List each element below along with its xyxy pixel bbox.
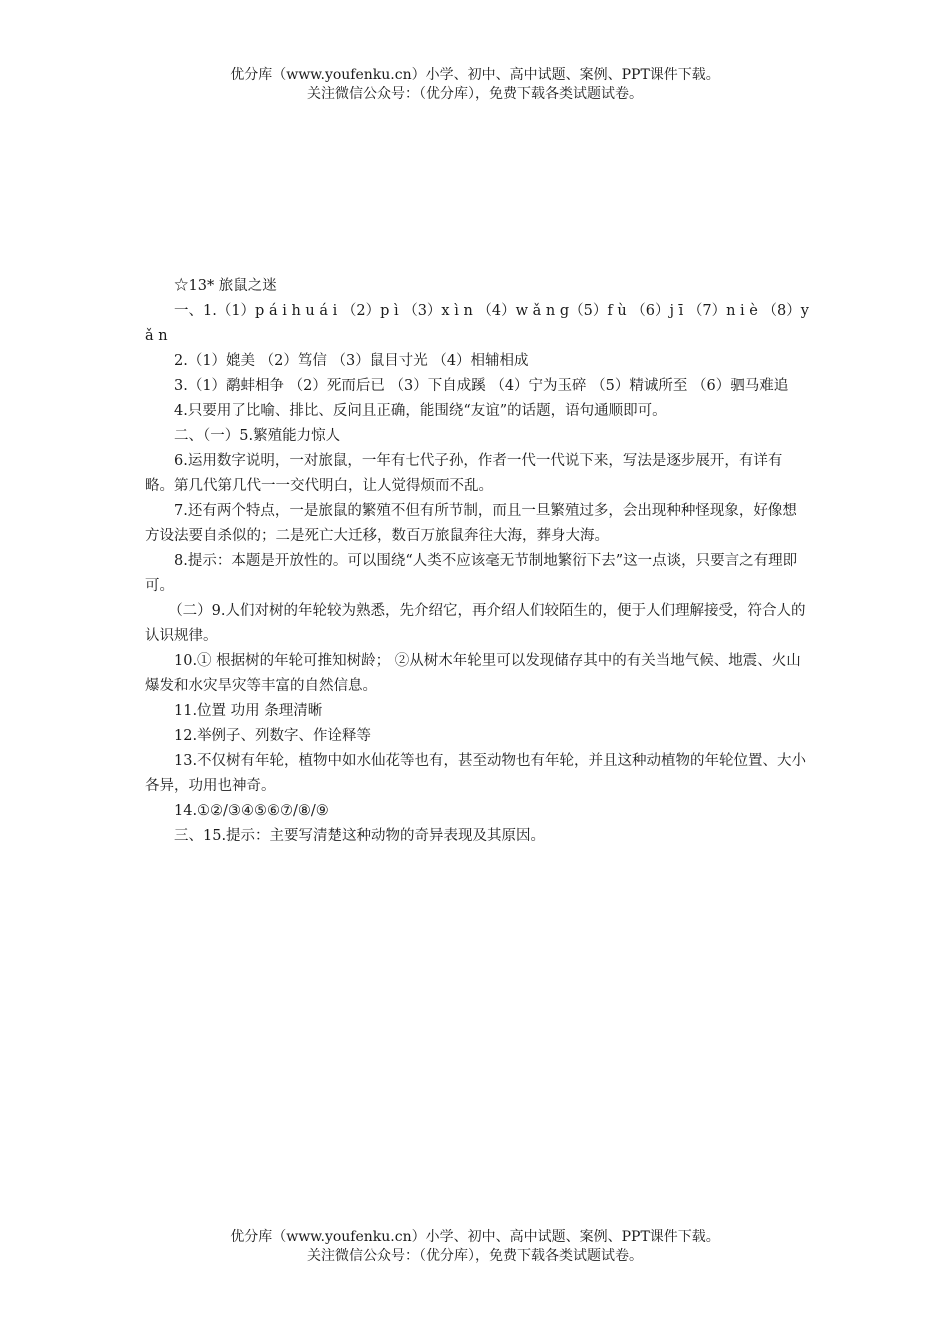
- answer-paragraph-4: 4.只要用了比喻、排比、反问且正确，能围绕“友谊”的话题，语句通顺即可。: [174, 403, 667, 419]
- footer-line-1: 优分库（www.youfenku.cn）小学、初中、高中试题、案例、PPT课件下载。: [230, 1229, 720, 1245]
- answer-paragraph-15: 三、15.提示：主要写清楚这种动物的奇异表现及其原因。: [174, 828, 546, 844]
- answer-paragraph-8: 8.提示：本题是开放性的。可以围绕“人类不应该毫无节制地繁衍下去”这一点谈，只要言之有理即可。: [145, 553, 798, 594]
- header-line-2: 关注微信公众号：（优分库），免费下载各类试题试卷。: [307, 86, 643, 102]
- answer-paragraph-2: 2.（1）媲美 （2）笃信 （3）鼠目寸光 （4）相辅相成: [174, 353, 529, 369]
- answer-paragraph-9: （二）9.人们对树的年轮较为熟悉，先介绍它，再介绍人们较陌生的，便于人们理解接受，符合人的认识规律。: [145, 603, 806, 644]
- answer-paragraph-3: 3.（1）鹬蚌相争 （2）死而后已 （3）下自成蹊 （4）宁为玉碎 （5）精诚所至 （6）驷马难追: [174, 378, 789, 394]
- answer-paragraph-10: 10.① 根据树的年轮可推知树龄； ②从树木年轮里可以发现储存其中的有关当地气候、地震、火山爆发和水灾旱灾等丰富的自然信息。: [145, 653, 801, 694]
- answer-paragraph-7: 7.还有两个特点，一是旅鼠的繁殖不但有所节制，而且一旦繁殖过多，会出现种种怪现象，好像想方设法要自杀似的；二是死亡大迁移，数百万旅鼠奔往大海，葬身大海。: [145, 503, 797, 544]
- footer-line-2: 关注微信公众号：（优分库），免费下载各类试题试卷。: [307, 1248, 643, 1264]
- answer-paragraph-12: 12.举例子、列数字、作诠释等: [174, 728, 372, 744]
- page-footer: [0, 1228, 950, 1266]
- page-header: [0, 66, 950, 104]
- answer-paragraph-6: 6.运用数字说明，一对旅鼠，一年有七代子孙，作者一代一代说下来，写法是逐步展开，有详有略。第几代第几代一一交代明白，让人觉得烦而不乱。: [145, 453, 783, 494]
- answer-content: [145, 274, 809, 849]
- header-line-1: 优分库（www.youfenku.cn）小学、初中、高中试题、案例、PPT课件下载。: [230, 67, 720, 83]
- answer-paragraph-11: 11.位置 功用 条理清晰: [174, 703, 323, 719]
- answer-paragraph-1: 一、1.（1）p á i h u á i （2）p ì （3）x ì n （4）w ǎ n g（5）f ù （6）j ī （7）n i è （8）y ǎ n: [145, 303, 809, 344]
- section-title: ☆13* 旅鼠之迷: [174, 278, 277, 294]
- answer-paragraph-5: 二、（一）5.繁殖能力惊人: [174, 428, 341, 444]
- answer-paragraph-14: 14.①②/③④⑤⑥⑦/⑧/⑨: [174, 803, 329, 819]
- answer-paragraph-13: 13.不仅树有年轮，植物中如水仙花等也有，甚至动物也有年轮，并且这种动植物的年轮位置、大小各异，功用也神奇。: [145, 753, 807, 794]
